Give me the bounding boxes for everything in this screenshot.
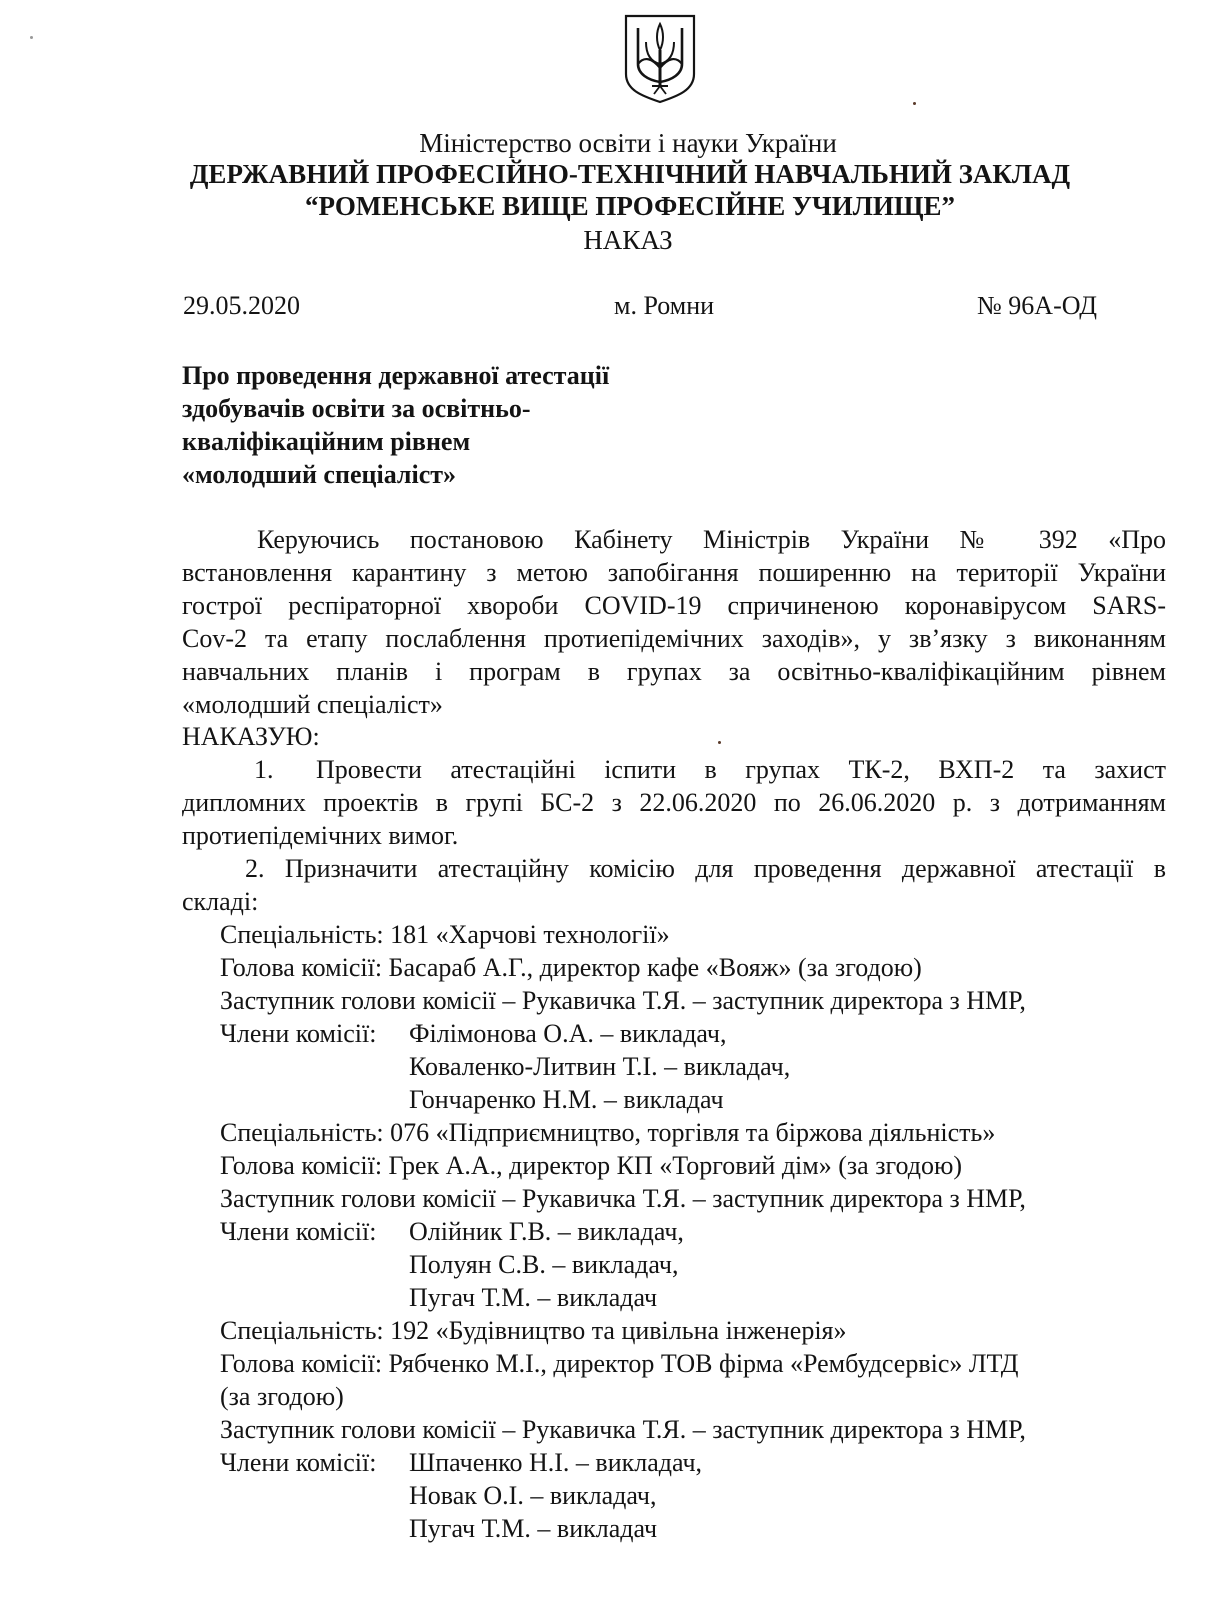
commission-members-label: Члени комісії: <box>220 1019 377 1048</box>
document-number: № 96А-ОД <box>977 291 1097 320</box>
commission-member: Шпаченко Н.І. – викладач, <box>409 1448 703 1477</box>
commission-head: Голова комісії: Рябченко М.І., директор ТОВ фірма «Рембудсервіс» ЛТД <box>220 1349 1019 1378</box>
commission-deputy: Заступник голови комісії – Рукавичка Т.Я. – заступник директора з НМР, <box>220 986 1026 1015</box>
subject-line: Про проведення державної атестації <box>182 361 610 390</box>
commission-member: Пугач Т.М. – викладач <box>409 1283 658 1312</box>
commission-members-label: Члени комісії: <box>220 1448 377 1477</box>
commission-head-continuation: (за згодою) <box>220 1382 344 1411</box>
commission-member: Олійник Г.В. – викладач, <box>409 1217 684 1246</box>
preamble-line: встановлення карантину з метою запобігання поширенню на території України <box>182 558 1166 587</box>
item1-line: Провести атестаційні іспити в групах ТК-2, ВХП-2 та захист <box>316 755 1166 784</box>
subject-line: здобувачів освіти за освітньо- <box>182 394 531 423</box>
order-word: НАКАЗУЮ: <box>182 722 320 751</box>
document-type: НАКАЗ <box>583 225 673 255</box>
ministry-name: Міністерство освіти і науки України <box>419 128 837 158</box>
commission-deputy: Заступник голови комісії – Рукавичка Т.Я. – заступник директора з НМР, <box>220 1415 1026 1444</box>
document-date: 29.05.2020 <box>183 291 300 320</box>
item2-line: складі: <box>182 887 259 916</box>
commission-specialty: Спеціальність: 076 «Підприємництво, торгівля та біржова діяльність» <box>220 1118 996 1147</box>
preamble-line: гострої респіраторної хвороби COVID-19 спричиненою коронавірусом SARS- <box>182 591 1166 620</box>
commission-member: Новак О.І. – викладач, <box>409 1481 657 1510</box>
scan-speck <box>913 102 916 105</box>
preamble-line: навчальних планів і програм в групах за освітньо-кваліфікаційним рівнем <box>182 657 1166 686</box>
commission-head: Голова комісії: Басараб А.Г., директор кафе «Вояж» (за згодою) <box>220 953 922 982</box>
commission-deputy: Заступник голови комісії – Рукавичка Т.Я. – заступник директора з НМР, <box>220 1184 1026 1213</box>
commission-specialty: Спеціальність: 181 «Харчові технології» <box>220 920 670 949</box>
commission-member: Гончаренко Н.М. – викладач <box>409 1085 724 1114</box>
subject-line: «молодший спеціаліст» <box>182 460 457 489</box>
commission-member: Філімонова О.А. – викладач, <box>409 1019 727 1048</box>
item2-line: 2. Призначити атестаційну комісію для проведення державної атестації в <box>245 854 1166 883</box>
item1-line: дипломних проектів в групі БС-2 з 22.06.2020 по 26.06.2020 р. з дотриманням <box>182 788 1166 817</box>
commission-member: Пугач Т.М. – викладач <box>409 1514 658 1543</box>
preamble-line: «молодший спеціаліст» <box>182 690 443 719</box>
item-number: 1. <box>254 755 274 784</box>
commission-head: Голова комісії: Грек А.А., директор КП «Торговий дім» (за згодою) <box>220 1151 963 1180</box>
commission-members-label: Члени комісії: <box>220 1217 377 1246</box>
institution-name-line1: ДЕРЖАВНИЙ ПРОФЕСІЙНО-ТЕХНІЧНИЙ НАВЧАЛЬНИЙ ЗАКЛАД <box>189 159 1071 189</box>
scan-speck <box>718 741 721 744</box>
item1-line: протиепідемічних вимог. <box>182 821 459 850</box>
commission-member: Полуян С.В. – викладач, <box>409 1250 679 1279</box>
commission-specialty: Спеціальність: 192 «Будівництво та цивільна інженерія» <box>220 1316 847 1345</box>
institution-name-line2: “РОМЕНСЬКЕ ВИЩЕ ПРОФЕСІЙНЕ УЧИЛИЩЕ” <box>305 191 955 221</box>
trident-emblem-icon <box>622 12 698 104</box>
preamble-line: Керуючись постановою Кабінету Міністрів України № 392 «Про <box>257 525 1166 554</box>
subject-line: кваліфікаційним рівнем <box>182 427 471 456</box>
document-city: м. Ромни <box>614 291 715 320</box>
scan-speck <box>30 36 33 39</box>
commission-member: Коваленко-Литвин Т.І. – викладач, <box>409 1052 791 1081</box>
preamble-line: Cov-2 та етапу послаблення протиепідемічних заходів», у зв’язку з виконанням <box>182 624 1166 653</box>
